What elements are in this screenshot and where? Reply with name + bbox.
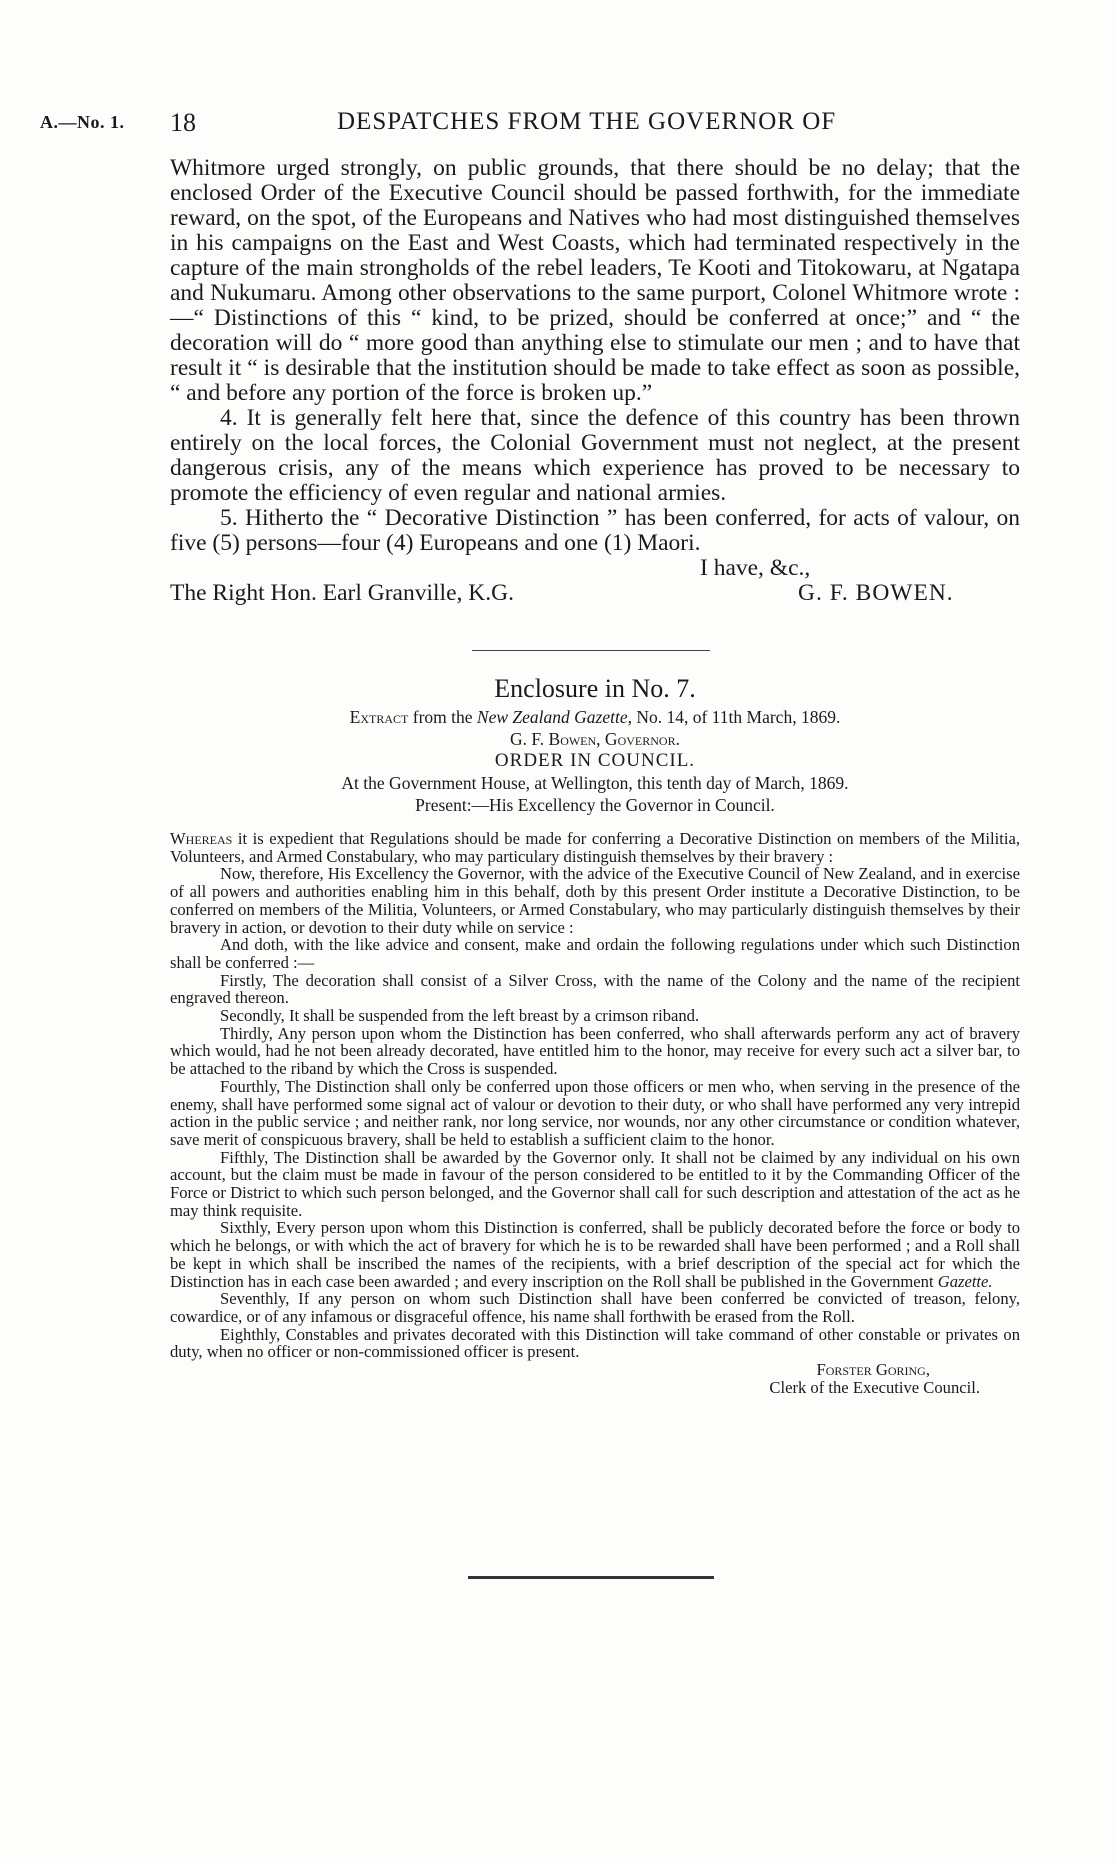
order-and-doth: And doth, with the like advice and consent, make and ordain the following regulations under which such Distinction shall be conferred :—	[170, 935, 1020, 972]
addressee: The Right Hon. Earl Granville, K.G.	[170, 580, 514, 606]
regulation-fourthly: Fourthly, The Distinction shall only be conferred upon those officers or men who, when serving in the presence of the enemy, shall have performed some signal act of valour or devotion to their duty, or who shall have performed any very intrepid action in the public service ; and neither rank, nor long service, nor wounds, nor any other circumstance or condition whatever, save merit of conspicuous bravery, shall be held to establish a sufficient claim to the honor.	[170, 1076, 1020, 1149]
order-heading: ORDER IN COUNCIL.	[494, 750, 696, 771]
page-header	[0, 108, 1114, 140]
end-rule	[468, 1576, 714, 1579]
clerk-title: Clerk of the Executive Council.	[769, 1377, 980, 1397]
regulation-thirdly: Thirdly, Any person upon whom the Distinction has been conferred, who shall afterwards perform any act of bravery which would, had he not been already decorated, have entitled him to the honor, may receive for every such act a silver bar, to be attached to the riband by which the Cross is suspended.	[170, 1023, 1020, 1079]
order-text	[170, 830, 1020, 1397]
signature-line	[170, 581, 1020, 606]
enclosure-title: Enclosure in No. 7.	[494, 674, 696, 703]
despatch-paragraph-4: 4. It is generally felt here that, since the defence of this country has been thrown entirely on the local forces, the Colonial Government must not neglect, at the present dangerous crisis, any of the means which experience has proved to be necessary to promote the efficiency of even regular and national armies.	[170, 405, 1020, 506]
whereas-text: it is expedient that Regulations should be made for conferring a Decorative Distinction on members of the Militia, Volunteers, and Armed Constabulary, who may particulary distinguish themselves by their bravery :	[170, 829, 1020, 866]
regulation-fifthly: Fifthly, The Distinction shall be awarded by the Governor only. It shall not be claimed by any individual on his own account, but the claim must be made in favour of the person considered to be entitled to it by the Commanding Officer of the Force or District to which such person belonged, and the Governor shall call for such description and attestation of the act as he may think requisite.	[170, 1147, 1020, 1220]
despatch-body	[170, 156, 1020, 606]
regulation-seventhly: Seventhly, If any person on whom such Distinction shall have been conferred be convicted of treason, felony, cowardice, or of any infamous or disgraceful offence, his name shall forthwith be erased from the Roll.	[170, 1289, 1020, 1326]
sixthly-text: Sixthly, Every person upon whom this Distinction is conferred, shall be publicly decorated before the force or body to which he belongs, or with which the act of bravery for which he is to be rewarded shall have been performed ; and a Roll shall be kept in which shall be inscribed the names of the recipients, with a brief description of the special act for which the Distinction has in each case been awarded ; and every inscription on the Roll shall be published in the Government	[170, 1218, 1020, 1291]
despatch-signature: G. F. BOWEN.	[798, 580, 954, 606]
order-whereas	[170, 830, 1020, 865]
despatch-paragraph-continued: Whitmore urged strongly, on public grounds, that there should be no delay; that the enclosed Order of the Executive Council should be passed forthwith, for the immediate reward, on the spot, of the Europeans and Natives who had most distinguished themselves in his campaigns on the East and West Coasts, which had terminated respectively in the capture of the main strongholds of the rebel leaders, Te Kooti and Titokowaru, at Ngatapa and Nukumaru. Among other observations to the same purport, Colonel Whitmore wrote :—“ Distinctions of this “ kind, to be prized, should be conferred at once;” and “ the decoration will do “ more good than anything else to stimulate our men ; and to have that result it “ is desirable that the institution should be made to take effect as soon as possible, “ and before any portion of the force is broken up.”	[170, 155, 1020, 406]
running-title: DESPATCHES FROM THE GOVERNOR OF	[337, 108, 837, 135]
governor-line: G. F. Bowen, Governor.	[510, 729, 680, 749]
extract-text-2: , No. 14, of 11th March, 1869.	[627, 707, 841, 727]
order-now-therefore: Now, therefore, His Excellency the Governor, with the advice of the Executive Council of New Zealand, and in exercise of all powers and authorities enabling him in this behalf, doth by this present Order institute a Decorative Distinction, to be conferred on members of the Militia, Volunteers, or Armed Constabulary, who may particularly distinguish themselves by their bravery in action, or devotion to their duty while on service :	[170, 864, 1020, 937]
present-line: Present:—His Excellency the Governor in Council.	[415, 795, 775, 815]
regulation-sixthly	[170, 1219, 1020, 1290]
paper-reference: A.—No. 1.	[40, 112, 125, 132]
regulation-eighthly: Eighthly, Constables and privates decorated with this Distinction will take command of other constable or privates on duty, when no officer or non-commissioned officer is present.	[170, 1324, 1020, 1362]
extract-word: Extract	[349, 707, 409, 727]
closing-line	[170, 556, 1020, 581]
enclosure-heading	[170, 672, 1020, 816]
clerk-name: Forster Goring,	[816, 1360, 930, 1380]
page-number: 18	[170, 108, 196, 137]
regulation-firstly: Firstly, The decoration shall consist of a Silver Cross, with the name of the Colony and the name of the recipient engraved thereon.	[170, 970, 1020, 1008]
despatch-paragraph-5: 5. Hitherto the “ Decorative Distinction ” has been conferred, for acts of valour, on five (5) persons—four (4) Europeans and one (1) Maori.	[170, 505, 1020, 556]
closing-phrase: I have, &c.,	[700, 555, 811, 581]
gazette-extract-line	[170, 706, 1020, 728]
regulation-secondly: Secondly, It shall be suspended from the left breast by a crimson riband.	[220, 1006, 700, 1026]
place-date-line: At the Government House, at Wellington, this tenth day of March, 1869.	[341, 773, 849, 793]
gazette-name: New Zealand Gazette	[476, 707, 628, 727]
sixthly-gazette: Gazette.	[937, 1271, 993, 1291]
whereas-word: Whereas	[170, 829, 233, 848]
section-divider	[472, 650, 710, 651]
extract-text-1: from the	[408, 707, 477, 727]
